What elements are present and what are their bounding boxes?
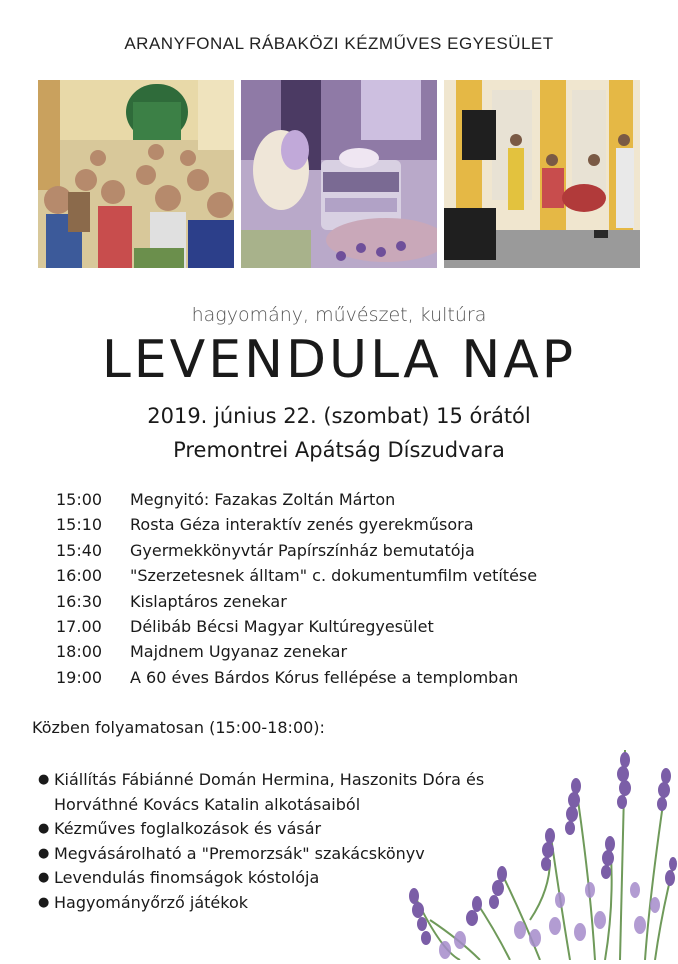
schedule-title: "Szerzetesnek álltam" c. dokumentumfilm vetítése <box>130 566 538 586</box>
schedule-time: 17.00 <box>56 616 102 636</box>
event-tagline: hagyomány, művészet, kultúra <box>191 304 487 326</box>
schedule-title: Gyermekkönyvtár Papírszínház bemutatója <box>130 540 475 560</box>
list-item-text: Kiállítás Fábiánné Domán Hermina, Haszonits Dóra és <box>54 770 485 789</box>
schedule-row <box>56 668 656 693</box>
crowd-photo <box>38 80 234 268</box>
bullet-icon: ● <box>38 821 50 836</box>
event-title: LEVENDULA NAP <box>101 330 577 390</box>
schedule-row <box>56 642 656 667</box>
schedule-time: 15:00 <box>56 490 103 509</box>
schedule-row <box>56 541 656 566</box>
schedule-time: 15:10 <box>56 515 103 535</box>
schedule-time: 18:00 <box>56 642 103 662</box>
event-venue: Premontrei Apátság Díszudvara <box>173 438 505 462</box>
schedule-title: Majdnem Ugyanaz zenekar <box>130 642 348 662</box>
list-item-text: Megvásárolható a "Premorzsák" szakácskönyv <box>54 843 425 863</box>
schedule-title: Rosta Géza interaktív zenés gyerekműsora <box>130 515 474 535</box>
list-item-text: Kézműves foglalkozások és vásár <box>54 819 322 838</box>
lavender-craft-photo <box>241 80 437 268</box>
schedule-time: 15:40 <box>56 540 103 560</box>
bullet-icon: ● <box>38 845 50 861</box>
schedule-time: 16:30 <box>56 591 103 611</box>
list-item-text: Levendulás finomságok kóstolója <box>54 868 320 887</box>
lavender-illustration <box>400 740 678 960</box>
schedule-row <box>56 566 656 591</box>
schedule-row <box>56 515 656 540</box>
schedule-time: 16:00 <box>56 566 103 586</box>
schedule-title: A 60 éves Bárdos Kórus fellépése a templomban <box>130 667 519 687</box>
list-item-text: Hagyományőrző játékok <box>54 892 249 912</box>
bullet-icon: ● <box>38 772 50 787</box>
schedule-list <box>56 490 656 693</box>
bullet-icon: ● <box>38 894 50 910</box>
schedule-row <box>56 617 656 642</box>
ongoing-title: Közben folyamatosan (15:00-18:00): <box>32 718 325 737</box>
list-item-text-continued: Horváthné Kovács Katalin alkotásaiból <box>54 794 361 814</box>
event-date: 2019. június 22. (szombat) 15 órától <box>147 404 531 428</box>
schedule-title: Kislaptáros zenekar <box>130 591 287 611</box>
schedule-title: Délibáb Bécsi Magyar Kultúregyesület <box>130 616 434 636</box>
organization-title: ARANYFONAL RÁBAKÖZI KÉZMŰVES EGYESÜLET <box>124 34 554 53</box>
schedule-row <box>56 592 656 617</box>
schedule-row <box>56 490 656 515</box>
bullet-icon: ● <box>38 870 50 885</box>
band-stage-photo <box>444 80 640 268</box>
schedule-time: 19:00 <box>56 667 103 687</box>
schedule-title: Megnyitó: Fazakas Zoltán Márton <box>130 490 396 509</box>
